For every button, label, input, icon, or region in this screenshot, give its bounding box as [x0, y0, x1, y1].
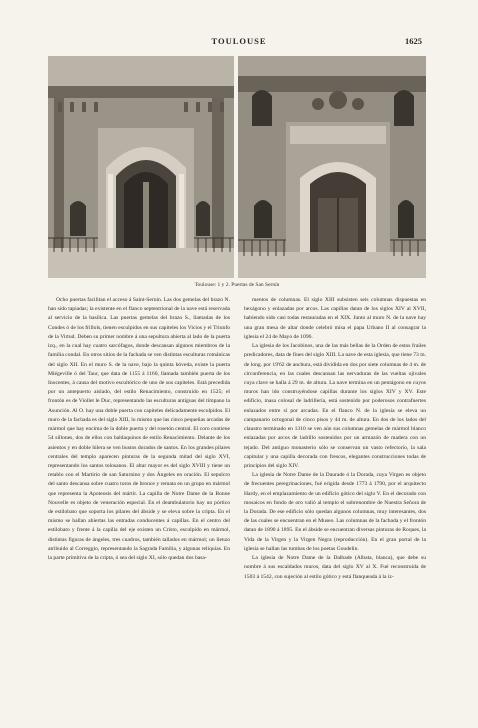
church-doors-photographs — [48, 56, 426, 278]
text-columns — [48, 296, 426, 716]
paragraph: La iglesia de los Jacobinos, una de las más bellas de la Orden de estos frailes predicadores, data de fines del siglo XIII. La nave de esta iglesia, que tiene 73 m. de long. por 19'62 de anchura, está dividida en dos por siete columnas de 4 m. de circunferencia, en las cuales descansan las nervaduras de las vueltas ojivales cuya clave se halla á 29 m. de altura. La nave termina en un pentágono en cuyos muros han ido construyéndose capillas durante los siglos XIV y XV. Este edificio, masa colosal de ladrillería, está sostenido por poderosos contrafuertes enlazados entre sí por arcadas. En el flanco N. de la iglesia se eleva un campanario octogonal de cinco pisos y 44 m. de altura. En dos de los lados del claustro terminado en 1310 se ven aún sus columnas gemelas de mármol blanco enlazadas por arcos de ladrillo sostenidos por un armazón de madera con un tejado. Del antiguo monasterio sólo se conservan un vasto refectorio, la sala capitular y una capilla decorada con frescos, elegantes construcciones todas de principios del siglo XIV. — [244, 343, 426, 469]
paragraph: La iglesia de Notre Dame de la Dalbade (Albata, blanca), que debe su nombre á sus escaldados muros, data del siglo XV al X. Fué reconstruida de 1503 á 1542, con sujeción al estilo gótico y está flanqueada á la iz- — [244, 555, 426, 580]
page-number: 1625 — [405, 36, 422, 46]
paragraph: mentos de columnas. El siglo XIII subsisten seis columnas dispuestas en hexágono y enlazadas por arcos. Las capillas datan de los siglos XIV al XVII, habiendo sido casi todas restauradas en el XIX. Junto al muro N. de la nave hay una gran mesa de altar donde celebró misa el papa Urbano II al consagrar la iglesia el 24 de Mayo de 1096. — [244, 297, 426, 340]
right-column — [244, 296, 426, 716]
paragraph: La iglesia de Notre Dame de la Daurade ó la Dorada, cuya Virgen es objeto de frecuentes peregrinaciones, fué erigida desde 1773 á 1790, por el arquitecto Hardy, en el emplazamiento de un edificio gótico del siglo V. En el decorado con mosaicos en fondo de oro valió al templo el sobrenombre de Nuestra Señora de la Dorada. De ese edificio sólo quedan algunos columnas, muy interesantes, dos de las cuales se encuentran en el Museo. Las columnas de la fachada y el frontón datan de 1890 á 1895. En el ábside se encuentran diversas pinturas de Roques, la Vida de la Virgen y la Virgen Negra (reproducción). En el gran portal de la iglesia se hallan las tumbas de los poetas Goudelin. — [244, 472, 426, 552]
left-column — [48, 296, 230, 716]
running-title: TOULOUSE — [211, 36, 267, 46]
paragraph: Ocho puertas facilitan el acceso á Saint-Sernin. Las dos gemelas del brazo N. han sido tapiadas; la existente en el flanco septentrional de la nave está reservada al servicio de la basílica. Las puertas gemelas del brazo S., llamadas de los Condes ó de los frillols, tienen esculpidos en sus capiteles los Vicios y el Triunfo de la Virtud. Deben su primer nombre á una sepultura abierta al lado de la puerta izq., en la cual hay cuatro sarcófagos, donde descansan algunos miembros de la familia condal. En otros sitios de la fachada se ven distintas esculturas románicas del siglo XII. En el muro S. de la nave, bajo la quinta bóveda, existe la puerta Miégeville ó del Taur, que data de 1155 á 1160, llamada también puerta de los Inocentes, á causa del motivo escultórico de uno de sus capiteles. Está precedida por un antepuerto aislado, del estilo Renacimiento, construido en 1525; el frontón es de Viollet le Duc, representando las esculturas antiguas del tímpano la Asunción. Al O. hay una doble puerta con capiteles delicadamente esculpidos. El muro de la fachada es del siglo XIII, lo mismo que las cinco pequeñas arcadas de mármol que hay encima de la doble puerta y del rosetón central. El coro contiene 54 sillones, dos de ellos con baldaquinos de estilo Renacimiento. Delante de los asientos y en doble hilera se ven bustos dorados de santos. En los grandes pilares centrales del templo aparecen pinturas de la segunda mitad del siglo XVI, representando los santos tolosanos. El altar mayor es del siglo XVIII y tiene un retablo con el Martirio de san Saturnino y dos Ángeles en oración. El sepulcro del santo descansa sobre cuatro toros de bronce y remata en un grupo en mármol que representa la Apoteosis del mártir. La capilla de Notre Dame de la Bonne Nouvelle es objeto de veneración especial. En el deambulatorio hay un pórtico de estilobato que soporta los pilares del ábside y se eleva sobre la cripta. En el mismo se hallan abiertas las entradas conducentes á capillas. En el centro del estilobato y frente á la capilla del eje existen un Cristo, esculpido en mármol, distintas figuras de ángeles, tres cuadros, también tallados en mármol; un lienzo atribuido al Correggio, representando la Sagrada Familia, y algunas reliquias. En la parte primitiva de la cripta, ó sea del siglo XI, sólo quedan dos basa- — [48, 297, 230, 562]
page-header — [0, 36, 478, 50]
photo-right — [238, 56, 426, 278]
photo-plate — [48, 56, 426, 278]
photo-left — [48, 56, 234, 278]
figure-caption: Toulouse: 1 y 2. Puertas de San Sernín — [194, 282, 280, 288]
